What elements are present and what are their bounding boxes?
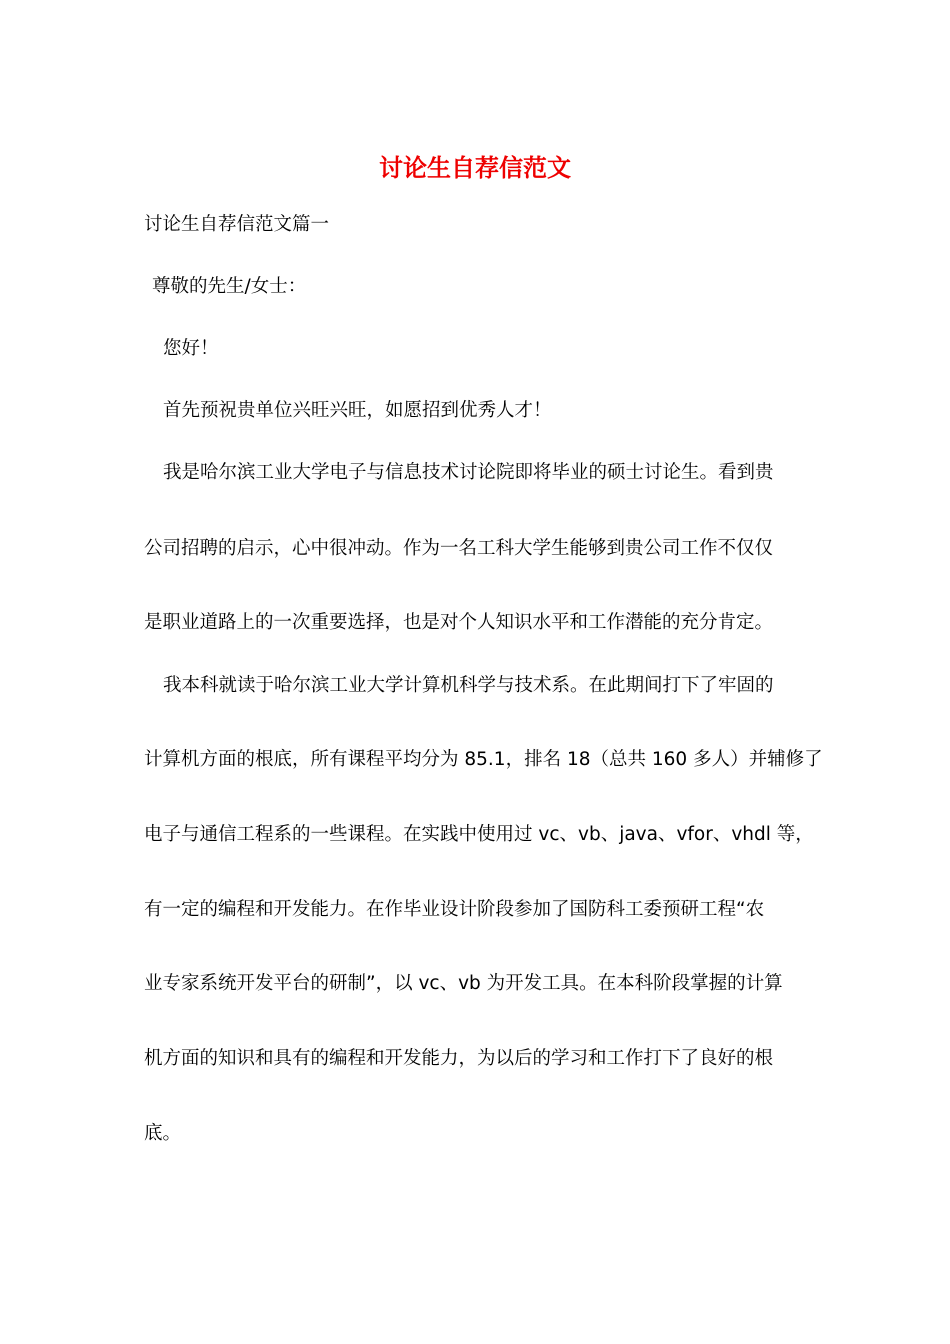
opening-wish: 首先预祝贵单位兴旺兴旺，如愿招到优秀人才！ [163, 400, 552, 421]
paragraph-1-line-2: 公司招聘的启示，心中很冲动。作为一名工科大学生能够到贵公司工作不仅仅 [144, 538, 774, 559]
paragraph-2-line-2: 计算机方面的根底，所有课程平均分为 85.1，排名 18（总共 160 多人）并辅修了 [144, 749, 823, 770]
paragraph-2-line-5: 业专家系统开发平台的研制”，以 vc、vb 为开发工具。在本科阶段掌握的计算 [144, 973, 783, 994]
paragraph-2-line-7: 底。 [144, 1123, 182, 1144]
salutation: 尊敬的先生/女士： [152, 276, 307, 297]
paragraph-2-line-6: 机方面的知识和具有的编程和开发能力，为以后的学习和工作打下了良好的根 [144, 1048, 774, 1069]
document-title: 讨论生自荐信范文 [379, 153, 571, 182]
paragraph-1-line-3: 是职业道路上的一次重要选择，也是对个人知识水平和工作潜能的充分肯定。 [144, 612, 774, 633]
section-heading: 讨论生自荐信范文篇一 [144, 214, 330, 235]
paragraph-2-line-4: 有一定的编程和开发能力。在作毕业设计阶段参加了国防科工委预研工程“农 [144, 899, 765, 920]
paragraph-1-line-1: 我是哈尔滨工业大学电子与信息技术讨论院即将毕业的硕士讨论生。看到贵 [163, 462, 774, 483]
paragraph-2-line-1: 我本科就读于哈尔滨工业大学计算机科学与技术系。在此期间打下了牢固的 [163, 675, 774, 696]
paragraph-2-line-3: 电子与通信工程系的一些课程。在实践中使用过 vc、vb、java、vfor、vhdl 等， [144, 824, 814, 845]
greeting: 您好！ [163, 338, 219, 359]
